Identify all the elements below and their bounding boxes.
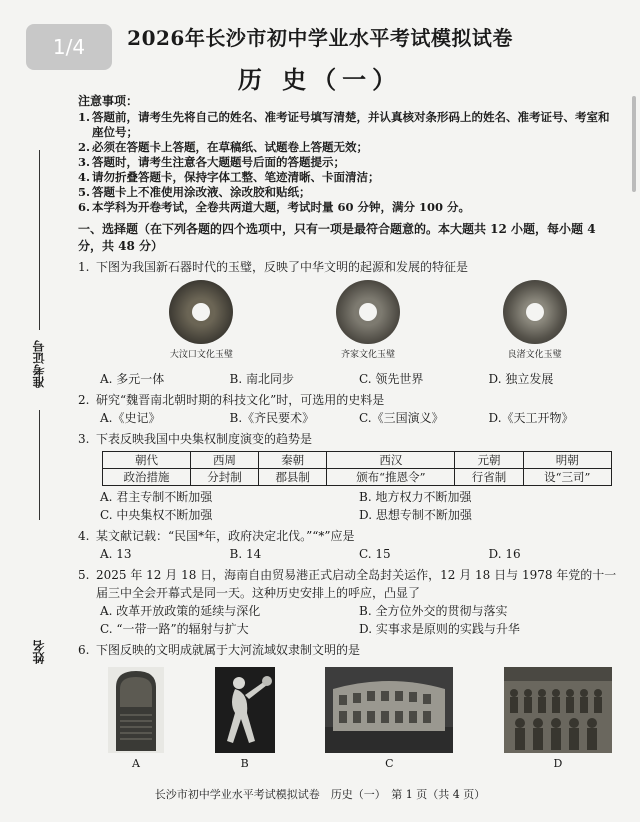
jade-disc-image bbox=[336, 280, 400, 344]
hammurabi-stele-image bbox=[108, 667, 164, 753]
q6-images bbox=[78, 659, 618, 777]
option-a: A. 多元一体 bbox=[100, 372, 165, 386]
jade-disc-qijia: 齐家文化玉璧 bbox=[313, 280, 423, 370]
name-label: 姓名 bbox=[32, 640, 46, 664]
table-cell: 设“三司” bbox=[523, 469, 611, 486]
option-b: B. 全方位外交的贯彻与落实 bbox=[359, 604, 508, 618]
subject-title: 历 史（一） bbox=[237, 65, 403, 94]
option-d: D. 实事求是原则的实践与升华 bbox=[359, 622, 520, 636]
q3-options bbox=[78, 488, 618, 524]
notice-item: 1. 答题前，请考生先将自己的姓名、准考证号填写清楚，并认真核对条形码上的姓名、准考证号、考室和座位号； bbox=[78, 110, 610, 139]
notice-item: 4. 请勿折叠答题卡，保持字体工整、笔迹清晰、卡面清洁； bbox=[78, 170, 380, 184]
table-cell: 明朝 bbox=[523, 452, 611, 469]
option-c: C. 中央集权不断加强 bbox=[100, 508, 213, 522]
table-cell: 政治措施 bbox=[103, 469, 191, 486]
q4-options bbox=[78, 545, 618, 563]
binding-margin bbox=[28, 150, 52, 710]
option-a: A. 君主专制不断加强 bbox=[100, 490, 213, 504]
q5-options bbox=[78, 602, 618, 638]
option-a: A.《史记》 bbox=[100, 411, 161, 425]
option-b: B. 14 bbox=[229, 547, 262, 561]
table-cell: 西汉 bbox=[327, 452, 455, 469]
jade-disc-dawenkou: 大汶口文化玉璧 bbox=[146, 280, 256, 370]
notice-item: 5. 答题卡上不准使用涂改液、涂改胶和贴纸； bbox=[78, 185, 311, 199]
question-5: 5. 2025 年 12 月 18 日，海南自由贸易港正式启动全岛封关运作，12 月 18 日与 1978 年党的十一届三中全会开幕式是同一天。这种历史安排上的呼应，凸显了 bbox=[78, 568, 617, 600]
q1-options bbox=[78, 370, 618, 388]
notice-item: 3. 答题时，请考生注意各大题题号后面的答题提示； bbox=[78, 155, 345, 169]
option-b: B.《齐民要术》 bbox=[229, 411, 315, 425]
jade-images bbox=[78, 276, 618, 370]
notice-item: 2. 必须在答题卡上答题，在草稿纸、试题卷上答题无效； bbox=[78, 140, 368, 154]
section-heading: 一、选择题（在下列各题的四个选项中，只有一项是最符合题意的。本大题共 12 小题，每小题 4 分，共 48 分） bbox=[78, 222, 596, 253]
jade-disc-liangzhu: 良渚文化玉璧 bbox=[480, 280, 590, 370]
table-row bbox=[103, 469, 612, 486]
q2-options bbox=[78, 409, 618, 427]
picture-a: A bbox=[108, 667, 164, 777]
option-b: B. 南北同步 bbox=[229, 372, 294, 386]
picture-d: D bbox=[504, 667, 612, 777]
option-c: C. 15 bbox=[359, 547, 391, 561]
question-2: 2. 研究“魏晋南北朝时期的科技文化”时，可选用的史料是 bbox=[78, 393, 385, 407]
table-cell: 郡县制 bbox=[259, 469, 327, 486]
table-cell: 行省制 bbox=[455, 469, 523, 486]
discobolus-statue-image bbox=[215, 667, 275, 753]
table-cell: 秦朝 bbox=[259, 452, 327, 469]
option-a: A. 改革开放政策的延续与深化 bbox=[100, 604, 261, 618]
option-d: D. 独立发展 bbox=[488, 372, 554, 386]
option-d: D.《天工开物》 bbox=[488, 411, 574, 425]
option-c: C. 领先世界 bbox=[359, 372, 424, 386]
question-6: 6. 下图反映的文明成就属于大河流域奴隶制文明的是 bbox=[78, 643, 361, 657]
notice-list bbox=[78, 110, 618, 215]
option-d: D. 16 bbox=[488, 547, 521, 561]
page-indicator[interactable]: 1/4 bbox=[26, 24, 112, 70]
margin-line bbox=[39, 150, 40, 330]
table-cell: 西周 bbox=[190, 452, 258, 469]
question-4: 4. 某文献记载：“民国*年，政府决定北伐。”“*”应是 bbox=[78, 529, 355, 543]
exam-title: 2026年长沙市初中学业水平考试模拟试卷 bbox=[127, 26, 513, 50]
exam-number-label: 准考证号 bbox=[32, 340, 46, 388]
option-a: A. 13 bbox=[100, 547, 132, 561]
terracotta-army-image bbox=[504, 667, 612, 753]
table-cell: 元朝 bbox=[455, 452, 523, 469]
table-cell: 颁布“推恩令” bbox=[327, 469, 455, 486]
table-header-row bbox=[103, 452, 612, 469]
jade-disc-image bbox=[503, 280, 567, 344]
option-d: D. 思想专制不断加强 bbox=[359, 508, 472, 522]
picture-b: B bbox=[215, 667, 275, 777]
option-c: C.《三国演义》 bbox=[359, 411, 444, 425]
page-footer: 长沙市初中学业水平考试模拟试卷 历史（一） 第 1 页（共 4 页） bbox=[154, 788, 486, 801]
question-1: 1. 下图为我国新石器时代的玉璧，反映了中华文明的起源和发展的特征是 bbox=[78, 260, 469, 274]
option-b: B. 地方权力不断加强 bbox=[359, 490, 472, 504]
exam-content bbox=[78, 92, 618, 777]
option-c: C. “一带一路”的辐射与扩大 bbox=[100, 622, 249, 636]
scrollbar[interactable] bbox=[632, 96, 636, 192]
picture-c: C bbox=[325, 667, 453, 777]
centralization-table bbox=[102, 451, 612, 486]
margin-line bbox=[39, 410, 40, 520]
jade-disc-image bbox=[169, 280, 233, 344]
notice-item: 6. 本学科为开卷考试，全卷共两道大题，考试时量 60 分钟，满分 100 分。 bbox=[78, 200, 471, 214]
colosseum-image bbox=[325, 667, 453, 753]
notice-title: 注意事项： bbox=[78, 94, 139, 108]
table-cell: 分封制 bbox=[190, 469, 258, 486]
question-3: 3. 下表反映我国中央集权制度演变的趋势是 bbox=[78, 432, 313, 446]
table-cell: 朝代 bbox=[103, 452, 191, 469]
